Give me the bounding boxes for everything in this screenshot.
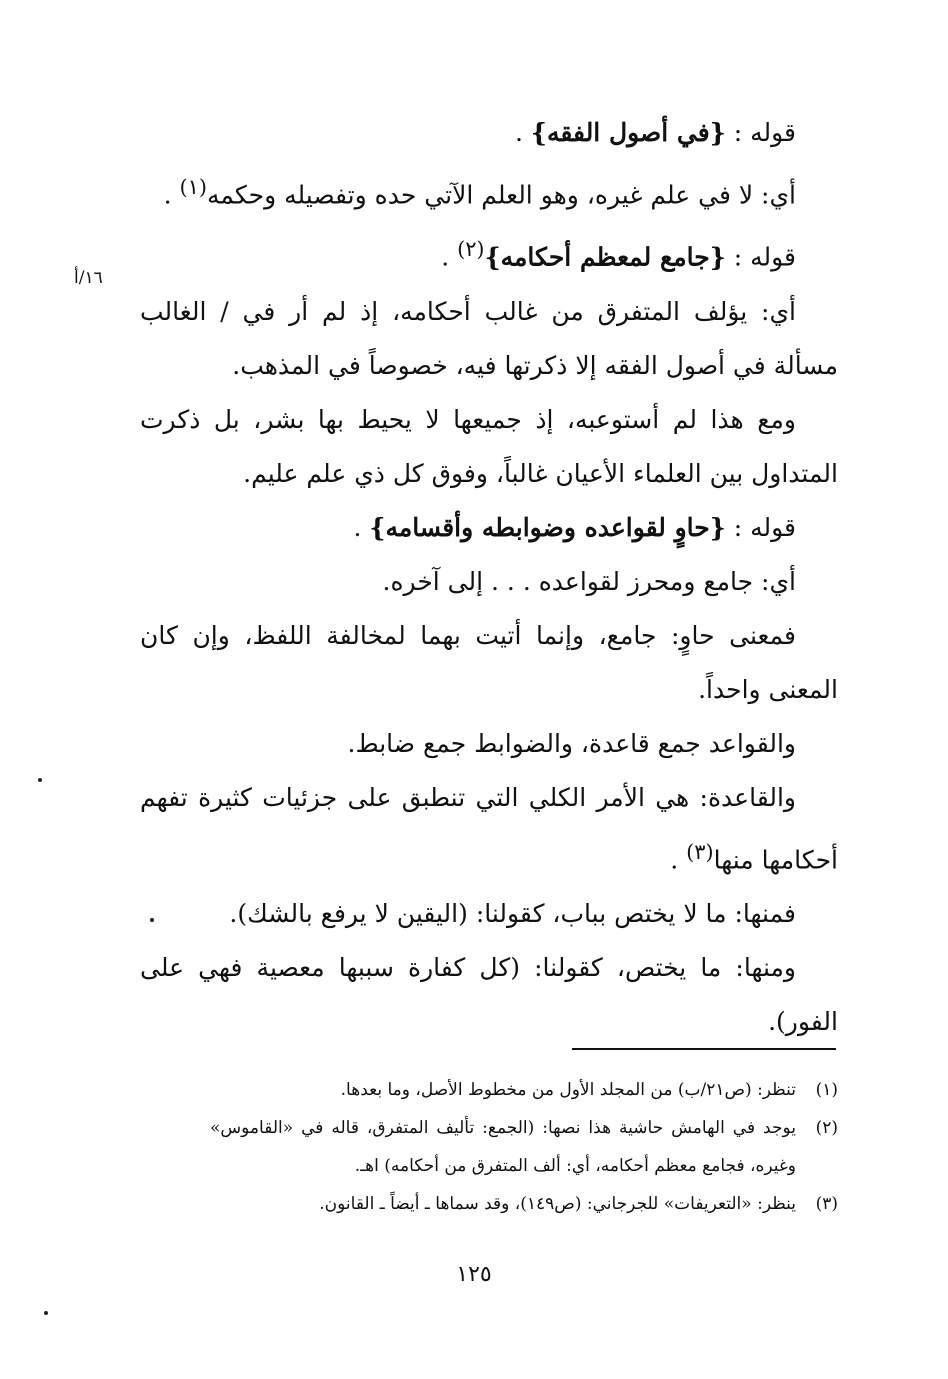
footnote-text: يوجد في الهامش حاشية هذا نصها: (الجمع: تأليف المتفرق، قاله في «القاموس» وغيره، فجامع معظم أحكامه، أي: ألف المتفرق من أحكامه) اهـ.: [210, 1118, 796, 1176]
paragraph-3: قوله : {جامع لمعظم أحكامه}$^{(٢)}$ .: [441, 237, 796, 272]
footnote: [210, 1185, 838, 1223]
paragraph-7: أي: جامع ومحرز لقواعده . . . إلى آخره.: [382, 566, 796, 596]
main-text: [140, 106, 838, 1049]
footnote-ref-2[interactable]: (٢): [457, 237, 485, 262]
footnote-number: (٢): [815, 1118, 838, 1138]
quote-label: قوله :: [725, 118, 796, 147]
footnote-number: (١): [815, 1080, 838, 1100]
footnote-text: تنظر: (ص٢١/ب) من المجلد الأول من مخطوط الأصل، وما بعدها.: [340, 1080, 796, 1100]
paragraph-9: والقواعد جمع قاعدة، والضوابط جمع ضابط.: [347, 728, 796, 758]
scan-speck: [150, 918, 154, 922]
quote-label: قوله :: [725, 242, 796, 272]
paragraph-6: قوله : {حاوٍ لقواعده وضوابطه وأقسامه} .: [353, 512, 796, 542]
scan-speck: [44, 1311, 48, 1315]
paragraph-12: ومنها: ما يختص، كقولنا: (كل كفارة سببها معصية فهي على الفور).: [140, 952, 838, 1036]
manuscript-folio-marker: ١٦/أ: [74, 268, 103, 288]
footnote-ref-1[interactable]: (١): [179, 175, 207, 199]
paragraph-11: فمنها: ما لا يختص بباب، كقولنا: (اليقين لا يرفع بالشك).: [229, 898, 796, 928]
quote-label: قوله :: [725, 512, 796, 542]
paragraph-4: أي: يؤلف المتفرق من غالب أحكامه، إذ لم أر في / الغالب مسألة في أصول الفقه إلا ذكرتها فيه، خصوصاً في المذهب.: [140, 296, 838, 380]
quoted-matn: {في أصول الفقه}: [530, 118, 726, 147]
paragraph-10: والقاعدة: هي الأمر الكلي التي تنطبق على جزئيات كثيرة تفهم أحكامها منها$^{(٣)}$ .: [140, 782, 838, 874]
paragraph-2: أي: لا في علم غيره، وهو العلم الآتي حده وتفصيله وحكمه$^{(١)}$ .: [163, 175, 796, 210]
footnote-divider: [572, 1048, 836, 1050]
paragraph-1: قوله : {في أصول الفقه} .: [515, 118, 796, 147]
paragraph-8: فمعنى حاوٍ: جامع، وإنما أتيت بهما لمخالفة اللفظ، وإن كان المعنى واحداً.: [140, 620, 838, 704]
footnotes: [210, 1071, 838, 1223]
footnote: [210, 1109, 838, 1185]
footnote-number: (٣): [815, 1194, 838, 1214]
quoted-matn: {حاوٍ لقواعده وضوابطه وأقسامه}: [369, 512, 726, 542]
footnote-ref-3[interactable]: (٣): [686, 839, 714, 864]
quoted-matn: {جامع لمعظم أحكامه}: [484, 242, 726, 272]
footnote: [210, 1071, 838, 1109]
page-number: ١٢٥: [456, 1262, 492, 1287]
footnote-text: ينظر: «التعريفات» للجرجاني: (ص١٤٩)، وقد سماها ـ أيضاً ـ القانون.: [319, 1194, 796, 1214]
scan-speck: [38, 778, 42, 782]
paragraph-5: ومع هذا لم أستوعبه، إذ جميعها لا يحيط بها بشر، بل ذكرت المتداول بين العلماء الأعيان غالباً، وفوق كل ذي علم عليم.: [140, 404, 838, 488]
